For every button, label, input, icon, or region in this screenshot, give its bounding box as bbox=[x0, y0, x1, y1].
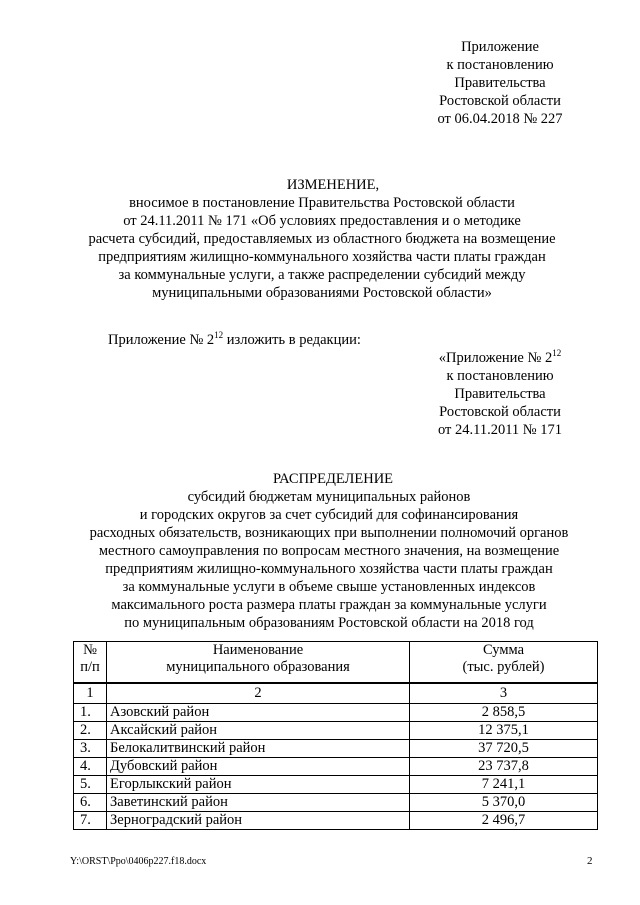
municipality-name-cell: Дубовский район bbox=[107, 758, 410, 776]
instruction-text: Приложение № 2 bbox=[108, 332, 215, 348]
municipality-name-cell: Зерноградский район bbox=[107, 812, 410, 830]
municipality-name-cell: Азовский район bbox=[107, 704, 410, 722]
municipality-name-cell: Заветинский район bbox=[107, 794, 410, 812]
column-number-cell: 3 bbox=[410, 684, 598, 704]
row-number-cell: 6. bbox=[74, 794, 107, 812]
header-name-line: Наименование bbox=[212, 642, 304, 658]
municipality-name-cell: Белокалитвинский район bbox=[107, 740, 410, 758]
annex-header bbox=[400, 38, 600, 128]
distribution-table bbox=[73, 641, 598, 830]
annex-header-line: Приложение bbox=[461, 39, 539, 55]
annex-header-line: от 06.04.2018 № 227 bbox=[437, 111, 563, 127]
new-annex-header-line: Правительства bbox=[454, 386, 546, 402]
column-number-cell: 1 bbox=[74, 684, 107, 704]
amendment-title: ИЗМЕНЕНИЕ, bbox=[286, 177, 380, 193]
amount-cell: 2 858,5 bbox=[410, 704, 598, 722]
new-annex-header-line bbox=[400, 349, 600, 367]
instruction-text-end: изложить в редакции: bbox=[226, 332, 361, 348]
header-cell-number bbox=[74, 642, 107, 684]
amount-cell: 23 737,8 bbox=[410, 758, 598, 776]
distribution-line: местного самоуправления по вопросам местного значения, на возмещение bbox=[98, 543, 560, 559]
new-annex-header-line: от 24.11.2011 № 171 bbox=[437, 422, 563, 438]
table-row bbox=[74, 740, 598, 758]
amendment-line: муниципальными образованиями Ростовской области» bbox=[152, 285, 492, 301]
distribution-line: субсидий бюджетам муниципальных районов bbox=[187, 489, 471, 505]
table-row bbox=[74, 794, 598, 812]
municipality-name-cell: Егорлыкский район bbox=[107, 776, 410, 794]
header-amount-line: Сумма bbox=[482, 642, 525, 658]
table-row bbox=[74, 812, 598, 830]
amendment-line: расчета субсидий, предоставляемых из областного бюджета на возмещение bbox=[88, 231, 556, 247]
row-number-cell: 3. bbox=[74, 740, 107, 758]
new-annex-title: «Приложение № 2 bbox=[438, 350, 553, 366]
page-number: 2 bbox=[587, 855, 593, 867]
row-number-cell: 4. bbox=[74, 758, 107, 776]
footer-file-path: Y:\ORST\Ppo\0406p227.f18.docx bbox=[70, 856, 207, 867]
table-row bbox=[74, 704, 598, 722]
new-annex-header-line: к постановлению bbox=[446, 368, 554, 384]
new-annex-header-line: Ростовской области bbox=[439, 404, 561, 420]
row-number-cell: 1. bbox=[74, 704, 107, 722]
annex-header-line: Правительства bbox=[454, 75, 546, 91]
new-annex-superscript: 12 bbox=[552, 348, 562, 358]
instruction-paragraph bbox=[108, 331, 361, 349]
header-number-line: п/п bbox=[80, 659, 100, 675]
distribution-line: за коммунальные услуги в объеме свыше установленных индексов bbox=[122, 579, 536, 595]
table-row bbox=[74, 776, 598, 794]
distribution-line: предприятиям жилищно-коммунального хозяйства части платы граждан bbox=[105, 561, 553, 577]
header-cell-name bbox=[107, 642, 410, 684]
distribution-line: расходных обязательств, возникающих при выполнении полномочий органов bbox=[89, 525, 569, 541]
distribution-heading bbox=[23, 470, 635, 632]
header-number-line: № bbox=[83, 642, 97, 658]
new-annex-header bbox=[400, 349, 600, 439]
amendment-line: предприятиям жилищно-коммунального хозяйства части платы граждан bbox=[98, 249, 546, 265]
column-number-cell: 2 bbox=[107, 684, 410, 704]
instruction-superscript: 12 bbox=[214, 330, 224, 340]
amount-cell: 7 241,1 bbox=[410, 776, 598, 794]
amendment-line: за коммунальные услуги, а также распределении субсидий между bbox=[118, 267, 526, 283]
annex-header-line: Ростовской области bbox=[439, 93, 561, 109]
amendment-heading bbox=[16, 176, 628, 302]
amount-cell: 12 375,1 bbox=[410, 722, 598, 740]
distribution-line: максимального роста размера платы граждан за коммунальные услуги bbox=[111, 597, 547, 613]
header-amount-line: (тыс. рублей) bbox=[462, 659, 545, 675]
table-row bbox=[74, 722, 598, 740]
header-cell-amount bbox=[410, 642, 598, 684]
table-row bbox=[74, 758, 598, 776]
table-header-row bbox=[74, 642, 598, 684]
header-name-line: муниципального образования bbox=[166, 659, 350, 675]
distribution-title: РАСПРЕДЕЛЕНИЕ bbox=[272, 471, 394, 487]
distribution-line: и городских округов за счет субсидий для софинансирования bbox=[139, 507, 519, 523]
amendment-line: от 24.11.2011 № 171 «Об условиях предоставления и о методике bbox=[123, 213, 521, 229]
row-number-cell: 2. bbox=[74, 722, 107, 740]
column-number-row bbox=[74, 684, 598, 704]
amount-cell: 2 496,7 bbox=[410, 812, 598, 830]
row-number-cell: 5. bbox=[74, 776, 107, 794]
amount-cell: 37 720,5 bbox=[410, 740, 598, 758]
municipality-name-cell: Аксайский район bbox=[107, 722, 410, 740]
amount-cell: 5 370,0 bbox=[410, 794, 598, 812]
annex-header-line: к постановлению bbox=[446, 57, 554, 73]
row-number-cell: 7. bbox=[74, 812, 107, 830]
distribution-line: по муниципальным образованиям Ростовской области на 2018 год bbox=[124, 615, 534, 631]
amendment-line: вносимое в постановление Правительства Ростовской области bbox=[129, 195, 515, 211]
